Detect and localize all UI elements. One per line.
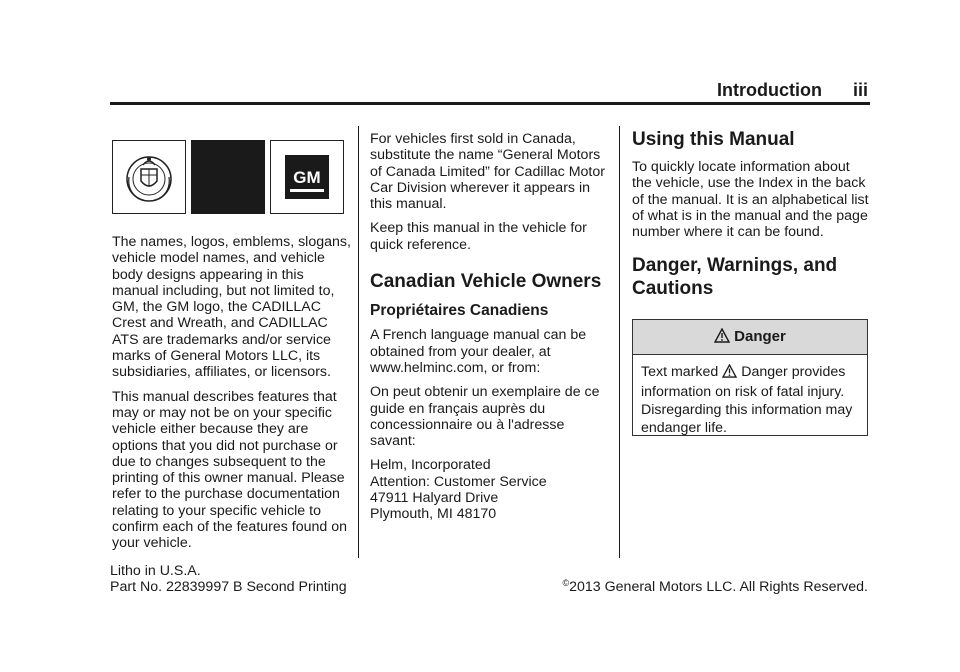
french-manual-paragraph: A French language manual can be obtained from your dealer, at www.helminc.com, or from: <box>370 327 587 376</box>
footer-part-number: Part No. 22839997 B Second Printing <box>110 579 347 595</box>
footer-copyright <box>520 578 868 595</box>
keep-manual-paragraph: Keep this manual in the vehicle for quick reference. <box>370 220 587 253</box>
french-manual-paragraph-fr: On peut obtenir un exemplaire de ce guide en français auprès du concessionnaire ou à l'adresse savant: <box>370 384 600 450</box>
using-manual-heading: Using this Manual <box>632 129 795 150</box>
page-number: iii <box>852 80 868 100</box>
trademark-paragraph: The names, logos, emblems, slogans, vehicle model names, and vehicle body designs appearing in this manual including, but not limited to, GM, the GM logo, the CADILLAC Crest and Wreath, and CADILLAC ATS are trademarks and/or service marks of General Motors LLC, its subsidiaries, affiliates, or licensors. <box>112 234 351 381</box>
column-middle <box>370 131 610 523</box>
gm-logo-text: GM <box>293 168 321 187</box>
copyright-symbol: © <box>562 578 570 588</box>
address-block <box>370 457 610 522</box>
address-line: 47911 Halyard Drive <box>370 490 499 507</box>
column-right <box>632 128 870 300</box>
danger-text-rest: information on risk of fatal injury. Disregarding this information may endanger life. <box>641 384 853 436</box>
proprietaires-subheading: Propriétaires Canadiens <box>370 302 549 320</box>
danger-warnings-heading-line2: Cautions <box>632 278 714 300</box>
copyright-text: 2013 General Motors LLC. All Rights Reserved. <box>569 579 868 595</box>
canadian-owners-heading: Canadian Vehicle Owners <box>370 271 602 293</box>
gm-logo <box>270 140 344 214</box>
column-divider-left <box>358 126 359 558</box>
danger-text-after: Danger provides <box>741 364 846 380</box>
cadillac-crest-logo <box>112 140 186 214</box>
danger-warnings-heading <box>632 254 870 300</box>
using-manual-paragraph: To quickly locate information about the vehicle, use the Index in the back of the manual. It is an alphabetical list of what is in the manual and the page number where it can be found. <box>632 159 869 241</box>
danger-body <box>633 355 867 437</box>
danger-header <box>633 320 867 355</box>
canada-paragraph: For vehicles first sold in Canada, substitute the name “General Motors of Canada Limited” for Cadillac Motor Car Division wherever it appears in this manual. <box>370 131 605 213</box>
page-header <box>110 80 868 102</box>
footer-litho: Litho in U.S.A. <box>110 563 201 579</box>
column-left <box>112 234 352 560</box>
features-paragraph: This manual describes features that may or may not be on your specific vehicle either because they are options that you did not purchase or due to changes subsequent to the printing of this owner manual. Please refer to the purchase documentation relating to your specific vehicle to confirm each of the features found on your vehicle. <box>112 388 348 552</box>
address-line: Plymouth, MI 48170 <box>370 506 497 523</box>
danger-text-before: Text marked <box>641 364 719 380</box>
section-title: Introduction <box>716 80 822 100</box>
danger-warnings-heading-line1: Danger, Warnings, and <box>632 255 838 277</box>
column-divider-right <box>619 126 620 558</box>
brand-logos <box>112 140 344 216</box>
black-panel-logo <box>191 140 265 214</box>
warning-triangle-icon <box>722 364 737 383</box>
address-line: Attention: Customer Service <box>370 473 547 490</box>
address-line: Helm, Incorporated <box>370 457 491 474</box>
danger-notice-box <box>632 319 868 436</box>
danger-title: Danger <box>734 328 786 345</box>
warning-triangle-icon <box>714 322 730 356</box>
header-rule <box>110 102 870 105</box>
